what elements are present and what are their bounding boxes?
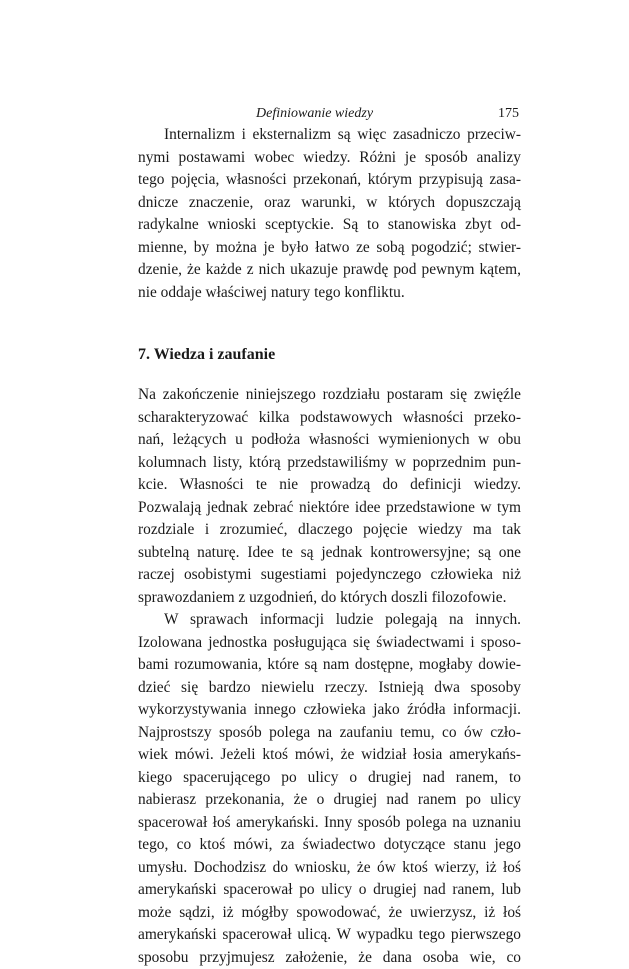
text-line: raczej osobistymi sugestiami pojedynczego człowieka niż xyxy=(138,564,521,587)
text-line: wiek mówi. Jeżeli ktoś mówi, że widział łosia amerykańs- xyxy=(138,744,521,767)
text-line: sposobu przyjmujesz założenie, że dana osoba wie, co xyxy=(138,947,521,969)
body-paragraph-1 xyxy=(138,124,521,304)
page-number: 175 xyxy=(498,106,519,122)
text-line: nie oddaje właściwej natury tego konfliktu. xyxy=(138,282,521,305)
text-line: dzieć się bardzo niewielu rzeczy. Istnieją dwa sposoby xyxy=(138,677,521,700)
text-line: rozdziale i zrozumieć, dlaczego pojęcie wiedzy ma tak xyxy=(138,519,521,542)
text-line: bami rozumowania, które są nam dostępne, mogłaby dowie- xyxy=(138,654,521,677)
text-line: spacerował łoś amerykański. Inny sposób polega na uznaniu xyxy=(138,812,521,835)
text-line: radykalne wnioski sceptyckie. Są to stanowiska zbyt od- xyxy=(138,214,521,237)
text-line: mienne, by można je było łatwo ze sobą pogodzić; stwier- xyxy=(138,237,521,260)
section-heading: 7. Wiedza i zaufanie xyxy=(138,344,521,366)
text-line: Na zakończenie niniejszego rozdziału postaram się zwięźle xyxy=(138,384,521,407)
running-title: Definiowanie wiedzy xyxy=(256,106,373,122)
text-line: amerykański spacerował ulicą. W wypadku tego pierwszego xyxy=(138,924,521,947)
text-line: dzenie, że każde z nich ukazuje prawdę pod pewnym kątem, xyxy=(138,259,521,282)
section-paragraph-1 xyxy=(138,384,521,609)
section-paragraph-2 xyxy=(138,609,521,969)
text-line: dnicze znaczenie, oraz warunki, w których dopuszczają xyxy=(138,192,521,215)
text-line: tego pojęcia, własności przekonań, którym przypisują zasa- xyxy=(138,169,521,192)
text-line: Internalizm i eksternalizm są więc zasadniczo przeciw- xyxy=(138,124,521,147)
book-page xyxy=(138,92,521,969)
text-line: tego, co ktoś mówi, za świadectwo dotyczące stanu jego xyxy=(138,834,521,857)
text-line: sprawozdaniem z uzgodnień, do których doszli filozofowie. xyxy=(138,587,521,610)
text-line: wykorzystywania innego człowieka jako źródła informacji. xyxy=(138,699,521,722)
text-line: nymi postawami wobec wiedzy. Różni je sposób analizy xyxy=(138,147,521,170)
text-line: W sprawach informacji ludzie polegają na innych. xyxy=(138,609,521,632)
text-line: może sądzi, iż mógłby spowodować, że uwierzysz, iż łoś xyxy=(138,902,521,925)
text-line: nań, leżących u podłoża własności wymienionych w obu xyxy=(138,429,521,452)
text-line: kiego spacerującego po ulicy o drugiej nad ranem, to xyxy=(138,767,521,790)
text-line: Najprostszy sposób polega na zaufaniu temu, co ów czło- xyxy=(138,722,521,745)
text-line: scharakteryzować kilka podstawowych własności przeko- xyxy=(138,407,521,430)
text-line: kcie. Własności te nie prowadzą do definicji wiedzy. xyxy=(138,474,521,497)
text-line: Izolowana jednostka posługująca się świadectwami i sposo- xyxy=(138,632,521,655)
running-head xyxy=(138,92,521,114)
text-line: umysłu. Dochodzisz do wniosku, że ów ktoś wierzy, iż łoś xyxy=(138,857,521,880)
text-line: kolumnach listy, którą przedstawiliśmy w poprzednim pun- xyxy=(138,452,521,475)
text-line: amerykański spacerował po ulicy o drugiej nad ranem, lub xyxy=(138,879,521,902)
text-line: subtelną naturę. Idee te są jednak kontrowersyjne; są one xyxy=(138,542,521,565)
text-line: Pozwalają jednak zebrać niektóre idee przedstawione w tym xyxy=(138,497,521,520)
text-line: nabierasz przekonania, że o drugiej nad ranem po ulicy xyxy=(138,789,521,812)
